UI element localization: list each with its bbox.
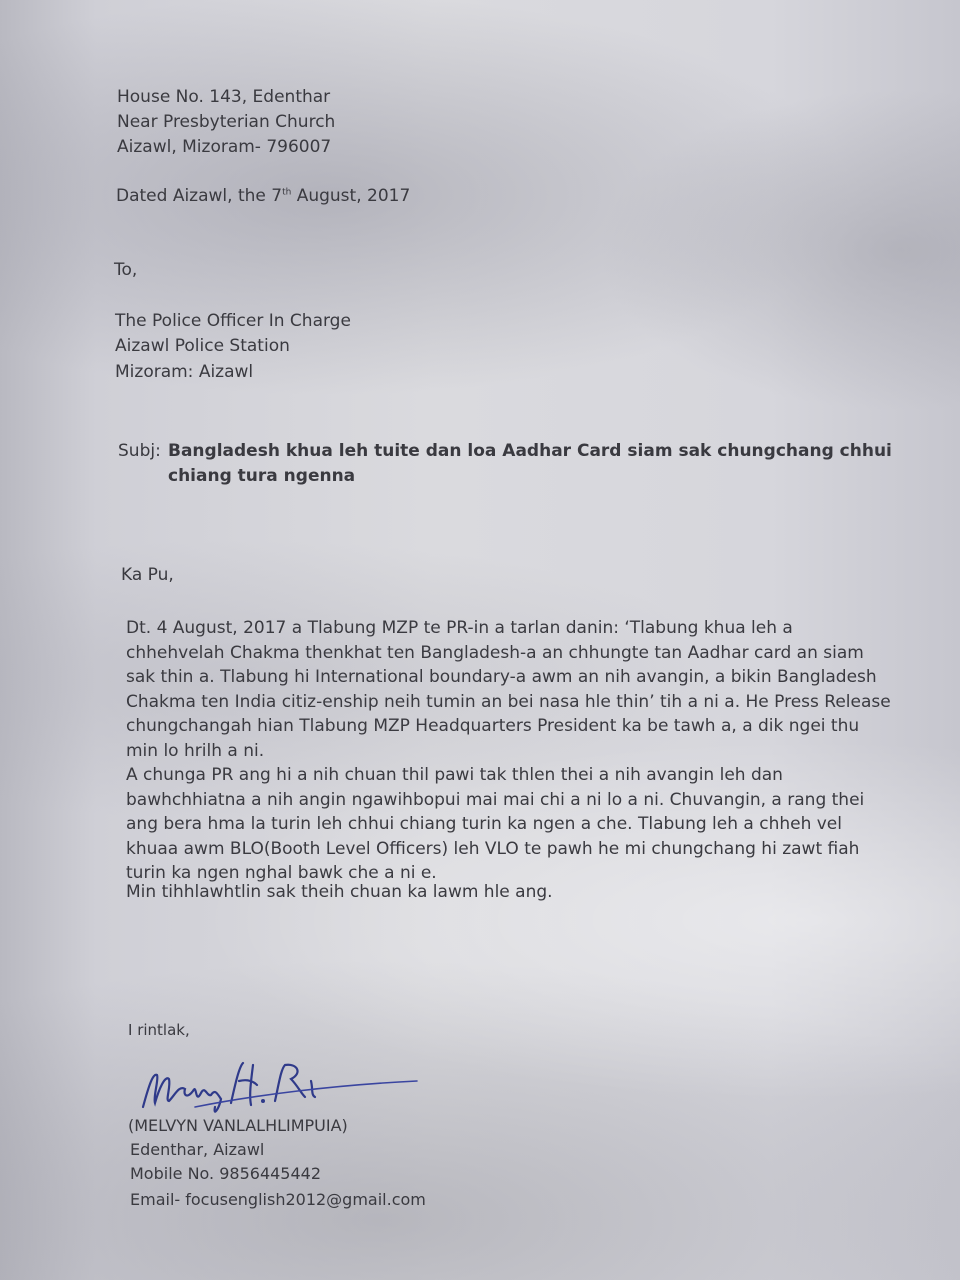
sender-address-line-3: Aizawl, Mizoram- 796007	[117, 137, 332, 157]
signatory-place: Edenthar, Aizawl	[130, 1140, 265, 1159]
recipient-line-3: Mizoram: Aizawl	[115, 362, 254, 382]
closing: I rintlak,	[128, 1021, 190, 1039]
body-paragraph-1: Dt. 4 August, 2017 a Tlabung MZP te PR-in a tarlan danin: ‘Tlabung khua leh a chhehvelah Chakma thenkhat ten Bangladesh-a an chhungte tan Aadhar card an siam sak thin a. Tlabung hi International boundary-a awm an nih avangin, a bikin Bangladesh Chakma ten India citiz-enship neih tumin an bei nasa hle thin’ tih a ni a. He Press Release chungchangah hian Tlabung MZP Headquarters President ka be tawh a, a dik ngei thu min lo hrilh a ni.	[126, 618, 891, 761]
date-rest: August, 2017	[291, 186, 411, 206]
letter-date	[116, 184, 410, 209]
signatory-name: (MELVYN VANLALHLIMPUIA)	[128, 1116, 348, 1135]
to-label: To,	[114, 260, 138, 280]
salutation: Ka Pu,	[121, 565, 174, 585]
sender-address-line-1: House No. 143, Edenthar	[117, 87, 331, 107]
subject-text: Bangladesh khua leh tuite dan loa Aadhar Card siam sak chungchang chhui chiang tura ngenna	[168, 441, 892, 486]
sender-address-line-2: Near Presbyterian Church	[117, 112, 336, 132]
signatory-email: Email- focusenglish2012@gmail.com	[130, 1190, 426, 1209]
date-suffix: th	[282, 187, 292, 198]
body-paragraph-3: Min tihhlawhtlin sak theih chuan ka lawm hle ang.	[126, 882, 553, 902]
date-prefix: Dated Aizawl, the 7	[116, 186, 283, 206]
signatory-mobile: Mobile No. 9856445442	[130, 1164, 322, 1183]
body-paragraph-2: A chunga PR ang hi a nih chuan thil pawi tak thlen thei a nih avangin leh dan bawhchhiatna a nih angin ngawihbopui mai mai chi a ni lo a ni. Chuvangin, a rang thei ang bera hma la turin leh chhui chiang turin ka ngen a che. Tlabung leh a chheh vel khuaa awm BLO(Booth Level Officers) leh VLO te pawh he mi chungchang hi zawt fiah turin ka ngen nghal bawk che a ni e.	[126, 765, 865, 884]
recipient-line-1: The Police Officer In Charge	[115, 311, 351, 331]
subject-label: Subj:	[118, 441, 161, 461]
recipient-line-2: Aizawl Police Station	[115, 336, 290, 356]
